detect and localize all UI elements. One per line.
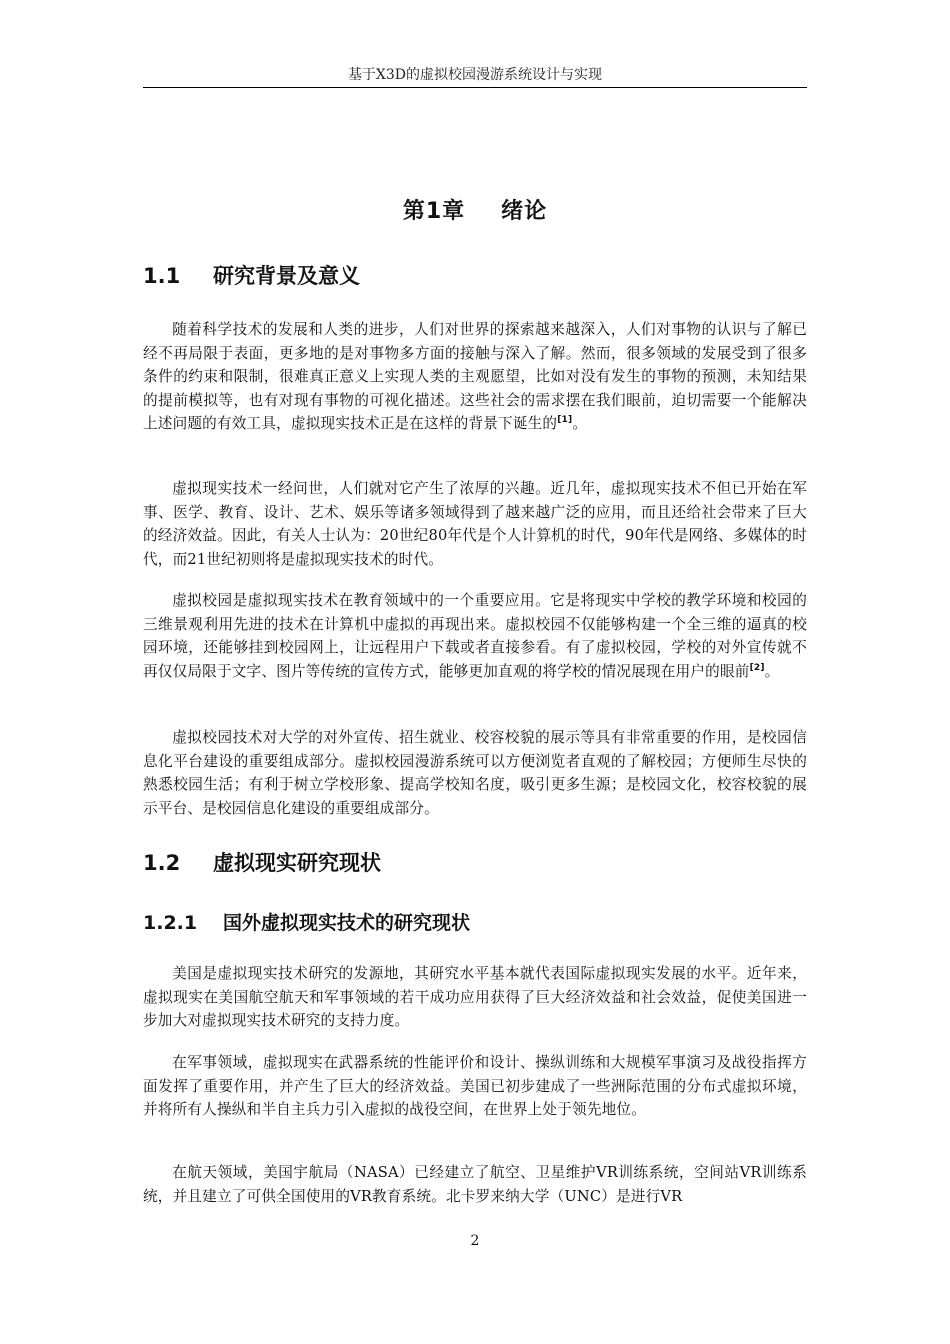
section-heading-1-1: [143, 262, 807, 290]
chapter-number: 第1章: [402, 199, 466, 224]
section-number: 1.1: [143, 264, 181, 288]
subsection-title: 国外虚拟现实技术的研究现状: [223, 912, 471, 934]
citation: [1]: [557, 415, 573, 426]
chapter-name: 绪论: [501, 199, 548, 224]
section-number: 1.2: [143, 851, 181, 875]
running-header: 基于X3D的虚拟校园漫游系统设计与实现: [347, 67, 603, 83]
paragraph-6: 在军事领域，虚拟现实在武器系统的性能评价和设计、操纵训练和大规模军事演习及战役指挥方面发挥了重要作用，并产生了巨大的经济效益。美国已初步建成了一些洲际范围的分布式虚拟环境，并将所有人操纵和半自主兵力引入虚拟的战役空间，在世界上处于领先地位。: [143, 1054, 807, 1118]
section-title: 研究背景及意义: [213, 264, 360, 288]
paragraph-4: 虚拟校园技术对大学的对外宣传、招生就业、校容校貌的展示等具有非常重要的作用，是校园信息化平台建设的重要组成部分。虚拟校园漫游系统可以方便浏览者直观的了解校园；方便师生尽快的熟悉校园生活；有利于树立学校形象、提高学校知名度，吸引更多生源；是校园文化，校容校貌的展示平台、是校园信息化建设的重要组成部分。: [143, 729, 807, 817]
citation: [2]: [749, 662, 765, 673]
paragraph-5: 美国是虚拟现实技术研究的发源地，其研究水平基本就代表国际虚拟现实发展的水平。近年来，虚拟现实在美国航空航天和军事领域的若干成功应用获得了巨大经济效益和社会效益，促使美国进一步加大对虚拟现实技术研究的支持力度。: [143, 965, 807, 1029]
section-heading-1-2: [143, 849, 807, 877]
subsection-number: 1.2.1: [143, 912, 198, 934]
subsection-heading-1-2-1: [143, 910, 807, 936]
section-title: 虚拟现实研究现状: [213, 851, 381, 875]
chapter-title: [143, 197, 807, 227]
page-number: 2: [470, 1233, 480, 1249]
paragraph-7: 在航天领域，美国宇航局（NASA）已经建立了航空、卫星维护VR训练系统，空间站VR训练系统，并且建立了可供全国使用的VR教育系统。北卡罗来纳大学（UNC）是进行VR: [143, 1164, 807, 1205]
paragraph-3: 虚拟校园是虚拟现实技术在教育领域中的一个重要应用。它是将现实中学校的教学环境和校园的三维景观利用先进的技术在计算机中虚拟的再现出来。虚拟校园不仅能够构建一个全三维的逼真的校园环境，还能够挂到校园网上，让远程用户下载或者直接参看。有了虚拟校园，学校的对外宣传就不再仅仅局限于文字、图片等传统的宣传方式，能够更加直观的将学校的情况展现在用户的眼前[2]。: [143, 592, 807, 680]
header-rule: [143, 87, 807, 88]
paragraph-2: 虚拟现实技术一经问世，人们就对它产生了浓厚的兴趣。近几年，虚拟现实技术不但已开始在军事、医学、教育、设计、艺术、娱乐等诸多领域得到了越来越广泛的应用，而且还给社会带来了巨大的经济效益。因此，有关人士认为：20世纪80年代是个人计算机的时代，90年代是网络、多媒体的时代，而21世纪初则将是虚拟现实技术的时代。: [143, 480, 807, 568]
paragraph-1: 随着科学技术的发展和人类的进步，人们对世界的探索越来越深入，人们对事物的认识与了解已经不再局限于表面，更多地的是对事物多方面的接触与深入了解。然而，很多领域的发展受到了很多条件的约束和限制，很难真正意义上实现人类的主观愿望，比如对没有发生的事物的预测，未知结果的提前模拟等，也有对现有事物的可视化描述。这些社会的需求摆在我们眼前，迫切需要一个能解决上述问题的有效工具，虚拟现实技术正是在这样的背景下诞生的[1]。: [143, 321, 807, 432]
